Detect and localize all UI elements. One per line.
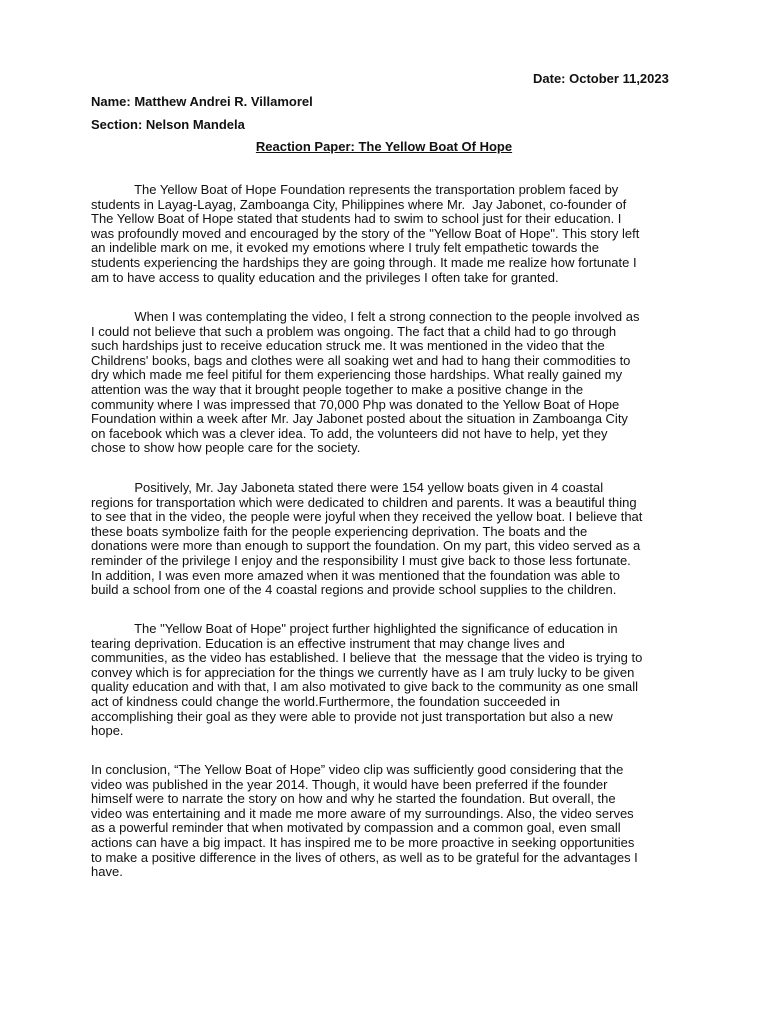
date-line: Date: October 11,2023	[533, 71, 669, 86]
paragraph-2	[91, 310, 691, 456]
text-line: attention was the way that it brought people together to make a positive change in the	[91, 381, 584, 397]
text-line: was profoundly moved and encouraged by the story of the "Yellow Boat of Hope". This story left	[91, 225, 640, 241]
text-line: to see that in the video, the people were joyful when they received the yellow boat. I believe that	[91, 509, 643, 525]
text-line: The Yellow Boat of Hope Foundation represents the transportation problem faced by	[91, 182, 619, 197]
text-line: accomplishing their goal as they were able to provide not just transportation but also a new	[91, 708, 613, 724]
student-section: Section: Nelson Mandela	[91, 117, 245, 132]
text-line: chose to show how people care for the society.	[91, 440, 361, 456]
text-line: to make a positive difference in the lives of others, as well as to be grateful for the advantages I	[91, 849, 638, 865]
text-line: these boats symbolize faith for the people experiencing deprivation. The boats and the	[91, 523, 588, 539]
text-line: Positively, Mr. Jay Jaboneta stated there were 154 yellow boats given in 4 coastal	[91, 480, 604, 495]
text-line: In conclusion, “The Yellow Boat of Hope” video clip was sufficiently good considering that the	[91, 762, 624, 777]
paper-title: Reaction Paper: The Yellow Boat Of Hope	[255, 139, 513, 154]
text-line: When I was contemplating the video, I felt a strong connection to the people involved as	[91, 309, 640, 324]
text-line: build a school from one of the 4 coastal regions and provide school supplies to the children.	[91, 582, 617, 598]
paragraph-1	[91, 183, 691, 285]
text-line: have.	[91, 864, 123, 880]
text-line: dry which made me feel pitiful for them experiencing those hardships. What really gained my	[91, 367, 623, 383]
text-line: donations were more than enough to support the foundation. On my part, this video served as a	[91, 538, 641, 554]
text-line: Foundation within a week after Mr. Jay Jabonet posted about the situation in Zamboanga City	[91, 411, 628, 427]
text-line: students experiencing the hardships they are going through. It made me realize how fortunate I	[91, 254, 637, 270]
text-line: community where I was impressed that 70,000 Php was donated to the Yellow Boat of Hope	[91, 396, 620, 412]
text-line: tearing deprivation. Education is an effective instrument that may change lives and	[91, 635, 565, 651]
text-line: The Yellow Boat of Hope stated that students had to swim to school just for their education. I	[91, 211, 622, 227]
text-line: In addition, I was even more amazed when it was mentioned that the foundation was able to	[91, 567, 620, 583]
text-line: convey which is for appreciation for the things we currently have as I am truly lucky to be given	[91, 664, 635, 680]
text-line: as a powerful reminder that when motivated by compassion and a common goal, even small	[91, 820, 621, 836]
text-line: regions for transportation which were dedicated to children and parents. It was a beautiful thing	[91, 494, 637, 510]
paragraph-3	[91, 481, 691, 598]
text-line: quality education and with that, I am also motivated to give back to the community as one small	[91, 679, 639, 695]
student-name: Name: Matthew Andrei R. Villamorel	[91, 94, 313, 109]
text-line: am to have access to quality education and the privileges I often take for granted.	[91, 269, 559, 285]
paragraph-5	[91, 763, 691, 880]
text-line: I could not believe that such a problem was ongoing. The fact that a child had to go through	[91, 323, 617, 339]
paragraph-4	[91, 622, 691, 739]
text-line: himself were to narrate the story on how and why he started the foundation. But overall, the	[91, 791, 616, 807]
text-line: hope.	[91, 723, 124, 739]
text-line: communities, as the video has established. I believe that the message that the video is trying to	[91, 650, 643, 666]
text-line: reminder of the privilege I enjoy and the responsibility I must give back to those less fortunate.	[91, 552, 631, 568]
text-line: such hardships just to receive education struck me. It was mentioned in the video that the	[91, 338, 605, 354]
text-line: an indelible mark on me, it evoked my emotions where I truly felt empathetic towards the	[91, 240, 599, 256]
text-line: The "Yellow Boat of Hope" project further highlighted the significance of education in	[91, 621, 618, 636]
text-line: video was published in the year 2014. Though, it would have been preferred if the founder	[91, 776, 608, 792]
text-line: on facebook which was a clever idea. To add, the volunteers did not have to help, yet they	[91, 425, 608, 441]
text-line: Childrens' books, bags and clothes were all soaking wet and had to hang their commodities to	[91, 352, 631, 368]
text-line: video was entertaining and it made me more aware of my surroundings. Also, the video serves	[91, 805, 634, 821]
text-line: students in Layag-Layag, Zamboanga City, Philippines where Mr. Jay Jabonet, co-founder of	[91, 196, 627, 212]
text-line: actions can have a big impact. It has inspired me to be more proactive in seeking opportunities	[91, 834, 635, 850]
text-line: act of kindness could change the world.Furthermore, the foundation succeeded in	[91, 693, 561, 709]
